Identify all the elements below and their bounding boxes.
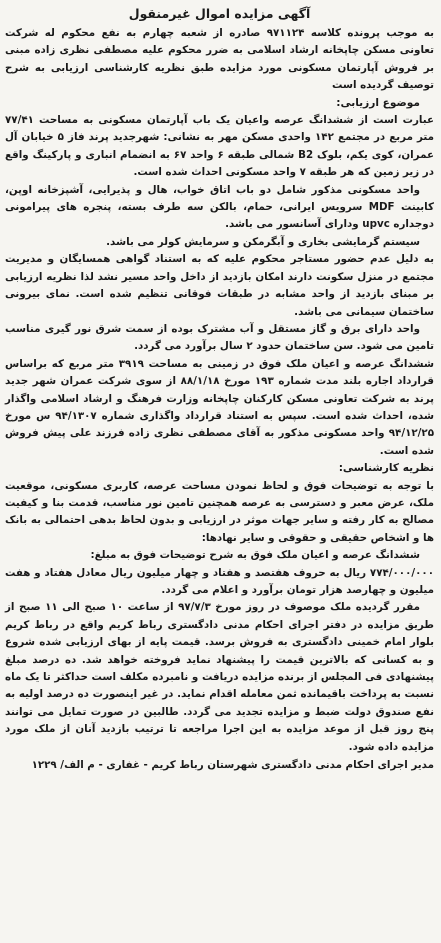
notice-intro-paragraph: به موجب پرونده کلاسه ۹۷۱۱۲۴ صادره از شعبه چهارم به نفع محکوم له شرکت تعاونی مسکن چاپخانه ارشاد اسلامی به ضرر محکوم علیه مصطفی نظری زاده مبنی بر فروش آپارتمان مسکونی مورد مزایده طبق نظریه کارشناسی ارزیابی به شرح توصیف گردیده است xyxy=(5,27,434,92)
valuation-amount: ۷۷۴/۰۰۰/۰۰۰ ریال به حروف هفتصد و هفتاد و چهار میلیون ریال معادل هفتاد و هفت میلیون و چهارصد هزار تومان برآورد و اعلام می گردد. xyxy=(5,566,434,596)
unit-features-paragraph: واحد مسکونی مذکور شامل دو باب اتاق خواب، هال و پذیرایی، آشپزخانه اوپن، کابینت MDF سرویس ایرانی، حمام، بالکن سه طرف بسته، پنجره های پیرامونی دوجداره upvc ودارای آسانسور می باشد. xyxy=(5,183,434,231)
auction-terms-paragraph: مقرر گردیده ملک موصوف در روز مورخ ۹۷/۷/۳ از ساعت ۱۰ صبح الی ۱۱ صبح از طریق مزایده در دفتر اجرای احکام مدنی دادگستری رباط کریم واقع در رباط کریم بلوار امام خمینی دادگستری به فروش برسد. قیمت پایه از بهای ارزیابی شده شروع و به کسانی که بالاترین قیمت را پیشنهاد نماید فروخته خواهد شد. ده درصد مبلغ پیشنهادی فی المجلس از برنده مزایده دریافت و نامبرده مکلف است حداکثر تا یک ماه نسبت به پرداخت باقیمانده ثمن معامله اقدام نماید. در غیر اینصورت ده درصد اولیه به نفع صندوق دولت ضبط و مزایده تجدید می گردد. طالبین در صورت تمایل می توانند پنج روز قبل از موعد مزایده به این اجرا مراجعه تا ترتیب بازدید آنان از ملک مورد مزایده داده شود. xyxy=(5,601,434,753)
expert-opinion-paragraph: با توجه به توضیحات فوق و لحاظ نمودن مساحت عرصه، کاربری مسکونی، موقعیت ملک، عرض معبر و دسترسی به عرصه همچنین تامین نور مناسب، قدمت بنا و کیفیت مصالح به کار رفته و سایر جهات موثر در ارزیابی و بدون لحاظ بدهی احتمالی به بانک ها و اشخاص حقیقی و حقوقی و سایر نهادها: xyxy=(5,479,434,544)
ownership-history-paragraph: ششدانگ عرصه و اعیان ملک فوق در زمینی به مساحت ۳۹۱۹ متر مربع که براساس قرارداد اجاره بلند مدت شماره ۱۹۳ مورخ ۸۸/۱/۱۸ از سوی شرکت عمران شهر جدید پرند به شرکت تعاونی مسکن کارکنان چاپخانه وزارت فرهنگ و ارشاد اسلامی واگذار شده، احداث شده است. سپس به استناد قرارداد واگذاری شماره ۹۴/۱۳۰۷ س مورخ ۹۴/۱۲/۲۵ واحد مسکونی مذکور به آقای مصطفی نظری زاده فرزند علی پیش فروش شده است. xyxy=(5,357,434,457)
notice-title: آگهی مزایده اموال غیرمنقول xyxy=(128,6,311,21)
subject-heading: موضوع ارزیابی: xyxy=(336,96,420,109)
valuation-intro: ششدانگ عرصه و اعیان ملک فوق به شرح توضیحات فوق به مبلغ: xyxy=(90,549,420,562)
property-description-paragraph: عبارت است از ششدانگ عرصه واعیان یک باب آپارتمان مسکونی به مساحت ۷۷/۴۱ متر مربع در مجتمع ۱۴۲ واحدی مسکن مهر به نشانی: شهرجدید پرند فاز ۵ خیابان آل عمران، کوی یکم، بلوک B2 شمالی طبقه ۶ واحد ۶۷ به انضمام انباری و پارکینگ واقع در زیر زمین که هر طبقه ۷ واحد مسکونی احداث شده است. xyxy=(5,114,435,179)
issuer-signature-line: مدیر اجرای احکام مدنی دادگستری شهرستان رباط کریم - غفاری - م الف/ ۱۲۲۹ xyxy=(31,759,434,772)
inspection-note-paragraph: به دلیل عدم حضور مستاجر محکوم علیه که به استناد گواهی همسایگان و مدیریت مجتمع در منزل سکونت دارند امکان بازدید از داخل واحد مسیر نشد لذا نظریه ارزیابی بر مبنای بازدید از واحد مشابه در طبقات فوقانی تنظیم شده است. نمای بیرونی ساختمان سیمانی می باشد. xyxy=(5,253,434,318)
expert-opinion-heading: نظریه کارشناسی: xyxy=(338,462,434,475)
utilities-paragraph: واحد دارای برق و گاز مستقل و آب مشترک بوده از سمت شرق نور گیری مناسب تامین می شود. سن ساختمان حدود ۲ سال برآورد می گردد. xyxy=(5,322,434,353)
heating-cooling-paragraph: سیستم گرمایشی بخاری و آبگرمکن و سرمایش کولر می باشد. xyxy=(106,235,420,248)
